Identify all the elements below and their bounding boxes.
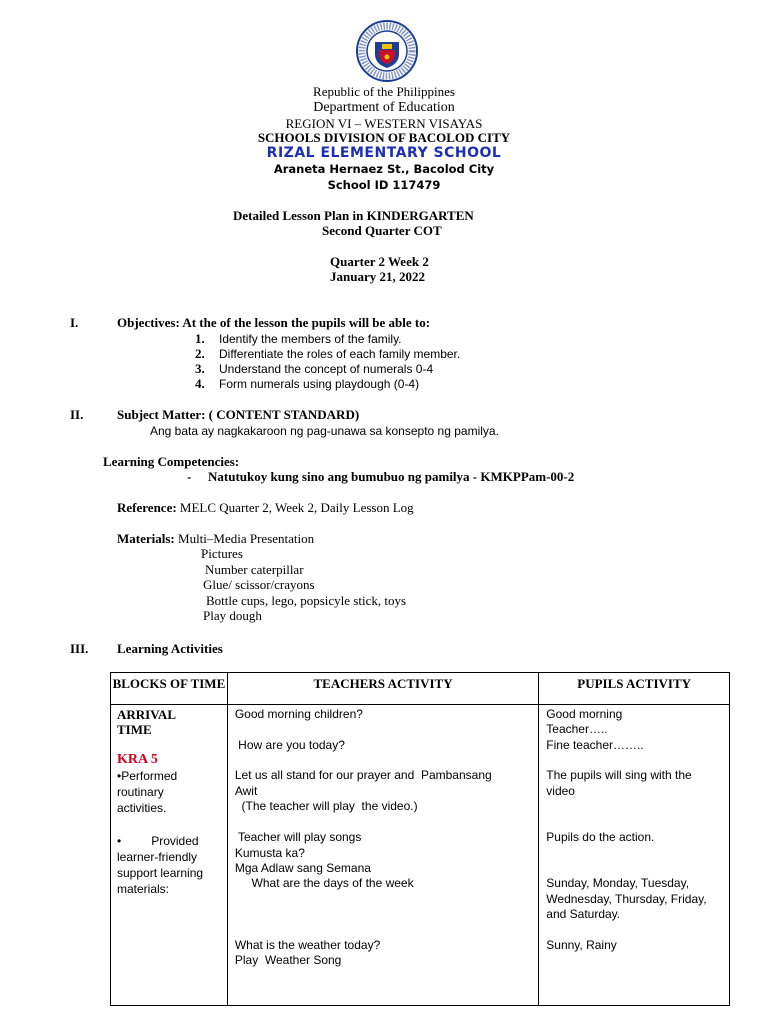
block-title-2: TIME (117, 722, 152, 737)
material-item: Bottle cups, lego, popsicyle stick, toys (206, 593, 407, 608)
teacher-line: How are you today? (234, 738, 345, 752)
teacher-line: Kumusta ka? (234, 846, 305, 860)
pupil-line: and Saturday. (546, 907, 621, 921)
bullet-text: •Performed (117, 769, 178, 783)
bullet-text: • Provided (117, 834, 199, 848)
teacher-line: Good morning children? (234, 707, 363, 721)
list-item: Differentiate the roles of each family member. (219, 347, 461, 361)
material-item: Pictures (201, 546, 243, 561)
table-header-teacher: TEACHERS ACTIVITY (227, 673, 538, 705)
pupil-line: Fine teacher…….. (546, 738, 644, 752)
quarter-week: Quarter 2 Week 2 (330, 254, 429, 269)
blocks-cell (111, 705, 228, 1006)
pupil-line: Sunday, Monday, Tuesday, (546, 876, 690, 890)
material-item: Glue/ scissor/crayons (203, 577, 315, 592)
list-item: Understand the concept of numerals 0-4 (219, 362, 434, 376)
reference-text: MELC Quarter 2, Week 2, Daily Lesson Log (179, 500, 414, 515)
teacher-line: Awit (234, 784, 258, 798)
teacher-cell (227, 705, 538, 1006)
table-row (111, 705, 730, 1006)
pupil-line: Pupils do the action. (546, 830, 655, 844)
list-item-number: 4. (195, 376, 205, 391)
objectives-heading: Objectives: At the of the lesson the pupils will be able to: (117, 315, 431, 330)
materials-first: Multi–Media Presentation (178, 531, 315, 546)
material-item: Number caterpillar (205, 562, 304, 577)
lesson-plan-subtitle: Second Quarter COT (322, 223, 442, 238)
list-item: Form numerals using playdough (0-4) (219, 377, 420, 391)
lesson-date: January 21, 2022 (330, 269, 425, 284)
bullet-text: support learning (117, 866, 204, 880)
republic-text: Republic of the Philippines (313, 84, 455, 99)
materials-line (117, 531, 314, 546)
pupil-line: Wednesday, Thursday, Friday, (546, 892, 707, 906)
list-item-number: 2. (195, 346, 205, 361)
teacher-line: Play Weather Song (234, 953, 342, 967)
section-roman-2: II. (70, 407, 84, 422)
teacher-line: What are the days of the week (234, 876, 414, 890)
school-address: Araneta Hernaez St., Bacolod City (273, 162, 495, 176)
subject-heading: Subject Matter: ( CONTENT STANDARD) (117, 407, 360, 422)
pupil-line: video (546, 784, 575, 798)
pupil-line: Teacher….. (546, 722, 608, 736)
teacher-line: Mga Adlaw sang Semana (234, 861, 371, 875)
material-item: Play dough (203, 608, 262, 623)
reference-label: Reference: (117, 500, 177, 515)
section-roman-1: I. (70, 315, 79, 330)
section-roman-3: III. (70, 641, 89, 656)
competency-text: Natutukoy kung sino ang bumubuo ng pamilya - KMKPPam-00-2 (208, 469, 575, 484)
bullet-text: activities. (117, 801, 167, 815)
school-id: School ID 117479 (327, 178, 441, 192)
block-title-1: ARRIVAL (117, 707, 176, 722)
competency-dash: - (187, 469, 192, 484)
list-item-number: 1. (195, 331, 205, 346)
list-item: Identify the members of the family. (219, 332, 402, 346)
teacher-line: Teacher will play songs (234, 830, 362, 844)
kra-label: KRA 5 (117, 752, 158, 767)
table-header-row (111, 673, 730, 705)
competencies-label: Learning Competencies: (103, 454, 240, 469)
bullet-text: materials: (117, 882, 170, 896)
pupil-line: Good morning (546, 707, 623, 721)
activities-heading: Learning Activities (117, 641, 223, 656)
bullet-text: learner-friendly (117, 850, 198, 864)
reference-line (117, 500, 414, 515)
department-text: Department of Education (313, 100, 455, 115)
pupil-line: Sunny, Rainy (546, 938, 617, 952)
teacher-line: What is the weather today? (234, 938, 381, 952)
lesson-plan-title: Detailed Lesson Plan in KINDERGARTEN (233, 208, 474, 223)
bullet-text: routinary (117, 785, 164, 799)
school-name: RIZAL ELEMENTARY SCHOOL (266, 145, 502, 161)
list-item-number: 3. (195, 361, 205, 376)
division-text: SCHOOLS DIVISION OF BACOLOD CITY (257, 130, 511, 145)
content-standard: Ang bata ay nagkakaroon ng pag-unawa sa konsepto ng pamilya. (150, 424, 499, 438)
table-header-blocks: BLOCKS OF TIME (111, 673, 228, 705)
activities-table (110, 672, 730, 1006)
teacher-line: (The teacher will play the video.) (234, 799, 418, 813)
pupils-cell (539, 705, 730, 1006)
deped-seal-icon (356, 20, 418, 82)
pupil-line: The pupils will sing with the (546, 768, 692, 782)
region-text: REGION VI – WESTERN VISAYAS (285, 116, 483, 131)
teacher-line: Let us all stand for our prayer and Pambansang (234, 768, 492, 782)
table-header-pupils: PUPILS ACTIVITY (539, 673, 730, 705)
materials-label: Materials: (117, 531, 175, 546)
